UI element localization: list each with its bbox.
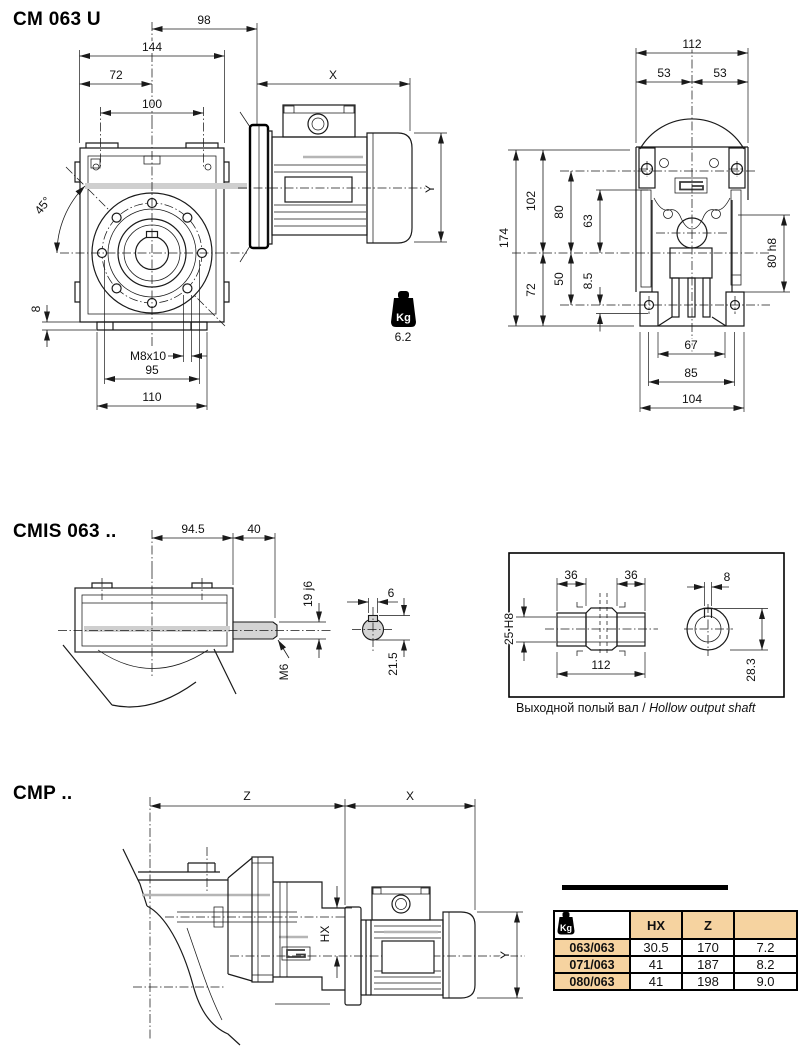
- cell-z: 170: [682, 939, 734, 956]
- weight-kg-icon-small: [554, 911, 578, 936]
- table-row: [554, 973, 797, 990]
- dim-53-right: 53: [713, 66, 727, 80]
- dim-98: 98: [197, 13, 211, 27]
- dim-y: Y: [423, 184, 437, 194]
- hollow-shaft-caption: [516, 701, 755, 715]
- dim-63: 63: [581, 214, 595, 228]
- dim-112: 112: [682, 37, 702, 51]
- cell-z: 187: [682, 956, 734, 973]
- dim-72-rear: 72: [524, 283, 538, 297]
- cell-z: 198: [682, 973, 734, 990]
- dim-36-right: 36: [624, 568, 638, 582]
- dim-112-hollow: 112: [591, 658, 611, 672]
- cmis063-side-view: [58, 522, 410, 707]
- table-row: [554, 956, 797, 973]
- cm063u-motor-side-view: [238, 105, 447, 344]
- header-kg-label: Kg: [560, 923, 572, 933]
- header-hx: HX: [630, 911, 682, 939]
- dim-z: Z: [243, 789, 251, 803]
- cmp-side-view: [123, 789, 525, 1045]
- dim-21-5: 21.5: [386, 652, 400, 676]
- cell-model: 080/063: [554, 973, 630, 990]
- dim-95: 95: [145, 363, 159, 377]
- weight-value: 6.2: [394, 330, 412, 344]
- cell-hx: 41: [630, 973, 682, 990]
- dim-104: 104: [681, 392, 703, 406]
- dim-hx: HX: [318, 925, 332, 943]
- dim-100: 100: [141, 97, 163, 111]
- dim-53-left: 53: [657, 66, 671, 80]
- weight-kg-icon: [391, 291, 416, 327]
- weight-unit-label: Kg: [396, 312, 411, 324]
- dim-8-5: 8.5: [581, 272, 595, 290]
- dim-8-keyway: 8: [723, 570, 731, 584]
- cmp-dimensions-table: [553, 910, 798, 991]
- dim-110: 110: [142, 390, 162, 404]
- cm063u-rear-view: [497, 37, 790, 412]
- dim-m6: M6: [277, 663, 291, 681]
- caption-en: Hollow output shaft: [649, 701, 756, 715]
- hollow-shaft-detail-box: [502, 553, 784, 697]
- dim-80h8: 80 h8: [765, 237, 779, 269]
- dim-x-cmp: X: [405, 789, 415, 803]
- header-z: Z: [682, 911, 734, 939]
- dim-angle-45: 45°: [31, 194, 54, 218]
- cell-hx: 41: [630, 956, 682, 973]
- section-title-cmp: CMP ..: [13, 783, 73, 804]
- dim-174: 174: [497, 227, 511, 249]
- cell-model: 063/063: [554, 939, 630, 956]
- section-title-cm063u: CM 063 U: [13, 9, 101, 30]
- separator-rule: [562, 885, 728, 890]
- dim-m8x10: M8x10: [129, 349, 166, 363]
- cm063u-front-view: [29, 13, 410, 410]
- table-header-row: [554, 911, 797, 939]
- cell-model: 071/063: [554, 956, 630, 973]
- dim-40: 40: [247, 522, 261, 536]
- caption-ru: Выходной полый вал: [516, 701, 639, 715]
- dim-72: 72: [109, 68, 123, 82]
- dim-8: 8: [29, 305, 43, 313]
- dim-y-cmp: Y: [498, 950, 512, 960]
- dim-80: 80: [552, 205, 566, 219]
- caption-separator: /: [638, 701, 650, 715]
- cell-kg: 7.2: [734, 939, 797, 956]
- section-title-cmis063: CMIS 063 ..: [13, 521, 117, 542]
- dim-6: 6: [387, 586, 395, 600]
- dim-144: 144: [141, 40, 163, 54]
- cell-kg: 9.0: [734, 973, 797, 990]
- dim-25h8: 25 H8: [502, 612, 516, 646]
- dim-102: 102: [524, 190, 538, 212]
- dim-50: 50: [552, 272, 566, 286]
- dim-94-5: 94.5: [181, 522, 205, 536]
- cell-kg: 8.2: [734, 956, 797, 973]
- dim-28-3: 28.3: [744, 658, 758, 682]
- dim-67: 67: [684, 338, 698, 352]
- dim-36-left: 36: [564, 568, 578, 582]
- cell-hx: 30.5: [630, 939, 682, 956]
- table-row: [554, 939, 797, 956]
- dim-85: 85: [684, 366, 698, 380]
- dim-x: X: [328, 68, 338, 82]
- dim-19j6: 19 j6: [301, 580, 315, 608]
